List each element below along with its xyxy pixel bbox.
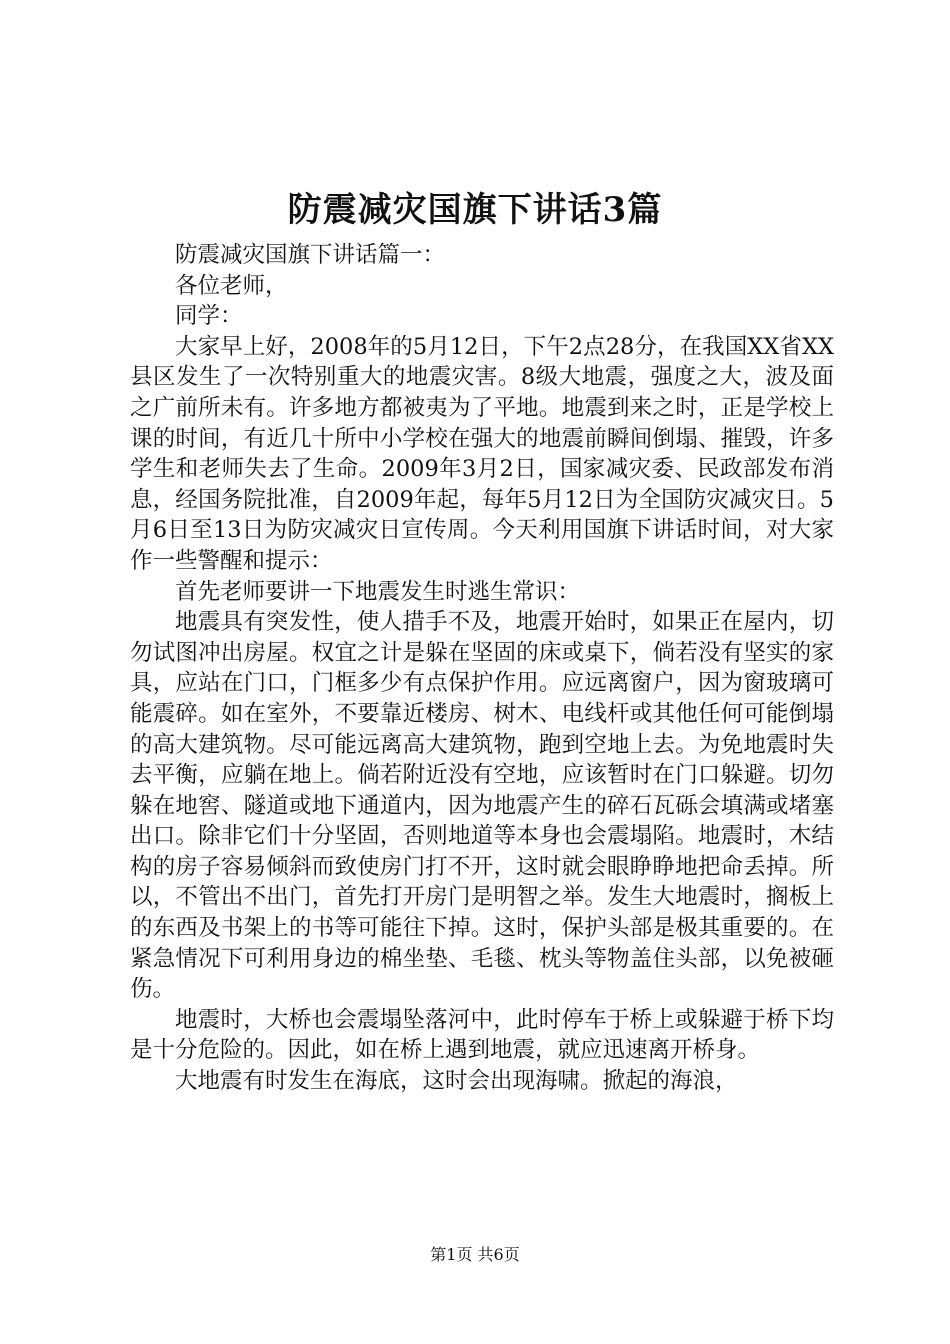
paragraph-escape-tips-intro: 首先老师要讲一下地震发生时逃生常识： <box>175 578 581 605</box>
paragraph-indoor-outdoor-tips: 地震具有突发性，使人措手不及，地震开始时，如果正在屋内，切勿试图冲出房屋。权宜之计是躲在坚固的床或桌下，倘若没有坚实的家具，应站在门口，门框多少有点保护作用。应远离窗户，因为窗玻璃可能震碎。如在室外，不要靠近楼房、树木、电线杆或其他任何可能倒塌的高大建筑物。尽可能远离高大建筑物，跑到空地上去。为免地震时失去平衡，应躺在地上。倘若附近没有空地，应该暂时在门口躲避。切勿躲在地窖、隧道或地下通道内，因为地震产生的碎石瓦砾会填满或堵塞出口。除非它们十分坚固，否则地道等本身也会震塌陷。地震时，木结构的房子容易倾斜而致使房门打不开，这时就会眼睁睁地把命丢掉。所以，不管出不出门，首先打开房门是明智之举。发生大地震时，搁板上的东西及书架上的书等可能往下掉。这时，保护头部是极其重要的。在紧急情况下可利用身边的棉坐垫、毛毯、枕头等物盖住头部，以免被砸伤。 <box>130 609 834 1003</box>
paragraph-tsunami-tips: 大地震有时发生在海底，这时会出现海啸。掀起的海浪， <box>175 1068 738 1095</box>
page-number-footer: 第1页 共6页 <box>430 1245 520 1264</box>
paragraph-intro: 大家早上好，2008年的5月12日，下午2点28分，在我国XX省XX县区发生了一次特别重大的地震灾害。8级大地震，强度之大，波及面之广前所未有。许多地方都被夷为了平地。地震到来之时，正是学校上课的时间，有近几十所中小学校在强大的地震前瞬间倒塌、摧毁，许多学生和老师失去了生命。2009年3月2日，国家减灾委、民政部发布消息，经国务院批准，自2009年起，每年5月12日为全国防灾减灾日。5月6日至13日为防灾减灾日宣传周。今天利用国旗下讲话时间，对大家作一些警醒和提示： <box>130 333 834 574</box>
document-body <box>130 240 834 1097</box>
paragraph-salutation-students: 同学： <box>175 303 243 330</box>
paragraph-heading: 防震减灾国旗下讲话篇一： <box>175 242 446 268</box>
paragraph-salutation-teachers: 各位老师， <box>175 272 288 299</box>
paragraph-bridge-tips: 地震时，大桥也会震塌坠落河中，此时停车于桥上或躲避于桥下均是十分危险的。因此，如在桥上遇到地震，就应迅速离开桥身。 <box>130 1006 834 1064</box>
document-title: 防震减灾国旗下讲话3篇 <box>287 190 663 230</box>
